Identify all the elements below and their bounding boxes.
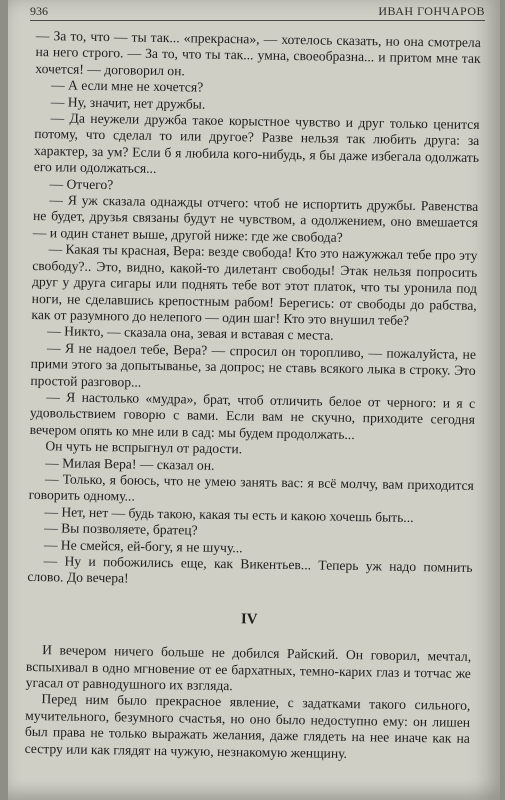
paragraph: — Какая ты красная, Вера: везде свобода! Кто это нажужжал тебе про эту свободу?.. Это, видно, какой-то дилетант свободы! Этак нельзя попросить друг у друга сигары или поднять тебе вот этот платок, что ты уронила под ноги, не сделавшись крепостным рабом! Берегись: от свободы до рабства, как от разумного до нелепого — один шаг! Кто это внушил тебе?	[31, 241, 478, 328]
paragraph: — За то, что — ты так... «прекрасна», — хотелось сказать, но она смотрела на него строго. — За то, что ты так... умна, своеобразна... и притом мне так хочется! — договорил он.	[35, 28, 481, 79]
paragraph: Он чуть не вспрыгнул от радости.	[45, 438, 243, 457]
paragraph: — А если мне не хочется?	[50, 77, 204, 95]
paragraph: — Отчего?	[49, 175, 114, 192]
paragraph: — Я настолько «мудра», брат, чтоб отличить белое от черного: и я с удовольствием говорю с вами. Если вам не скучно, приходите сегодня вечером опять ко мне или в сад: мы будем продолжать...	[29, 389, 476, 442]
paragraph: — Не смейся, ей-богу, я не шучу...	[43, 536, 243, 555]
chapter-heading: IV	[240, 611, 258, 628]
page-number: 936	[30, 4, 48, 18]
paragraph: — Да неужели дружба такое корыстное чувство и друг только ценится потому, что сделал то или другое? Разве нельзя так любить друга: за характер, за ум? Если б я любила кого-нибудь, я бы даже избегала одолжать его или одолжаться...	[33, 110, 480, 177]
book-page	[8, 0, 500, 800]
header-rule	[30, 20, 485, 21]
author-name: ИВАН ГОНЧАРОВ	[378, 4, 485, 18]
paragraph: — Никто, — сказала она, зевая и вставая с места.	[47, 323, 334, 344]
paragraph: Перед ним было прекрасное явление, с задатками такого сильного, мучительного, безумного счастья, но оно было недоступно ему: он лишен был права не только выражать желания, даже глядеть на нее иначе как на сестру или как глядят на чужую, незнакомую женщину.	[24, 691, 471, 761]
paragraph: — Ну и побожились еще, как Викентьев... Теперь уж надо помнить слово. До вечера!	[27, 553, 473, 586]
running-header	[30, 4, 485, 20]
paragraph: И вечером ничего больше не добился Райский. Он говорил, мечтал, вспыхивал в одно мгновение от ее бархатных, темно-карих глаз и тотчас же угасал от равнодушного их взгляда.	[25, 642, 472, 694]
paragraph: — Нет, нет — будь такою, какая ты есть и какою хочешь быть...	[44, 503, 414, 525]
paragraph: — Ну, значит, нет дружбы.	[50, 93, 206, 112]
paragraph: — Вы позволяете, братец?	[44, 520, 198, 538]
paragraph: — Только, я боюсь, что не умею занять вас: я всё молчу, вам приходится говорить одному...	[28, 471, 474, 504]
paragraph: — Я уж сказала однажды отчего: чтоб не испортить дружбы. Равенства не будет, друзья связаны будут не чувством, а одолжением, оно вмешается — и один станет выше, другой ниже: где же свобода?	[32, 192, 479, 245]
paragraph: — Милая Вера! — сказал он.	[45, 454, 215, 473]
paragraph: — Я не надоел тебе, Вера? — спросил он торопливо, — пожалуйста, не прими этого за допытыванье, за допрос; не ставь всякого лыка в строку. Это простой разговор...	[30, 339, 477, 390]
body-text	[25, 28, 481, 764]
